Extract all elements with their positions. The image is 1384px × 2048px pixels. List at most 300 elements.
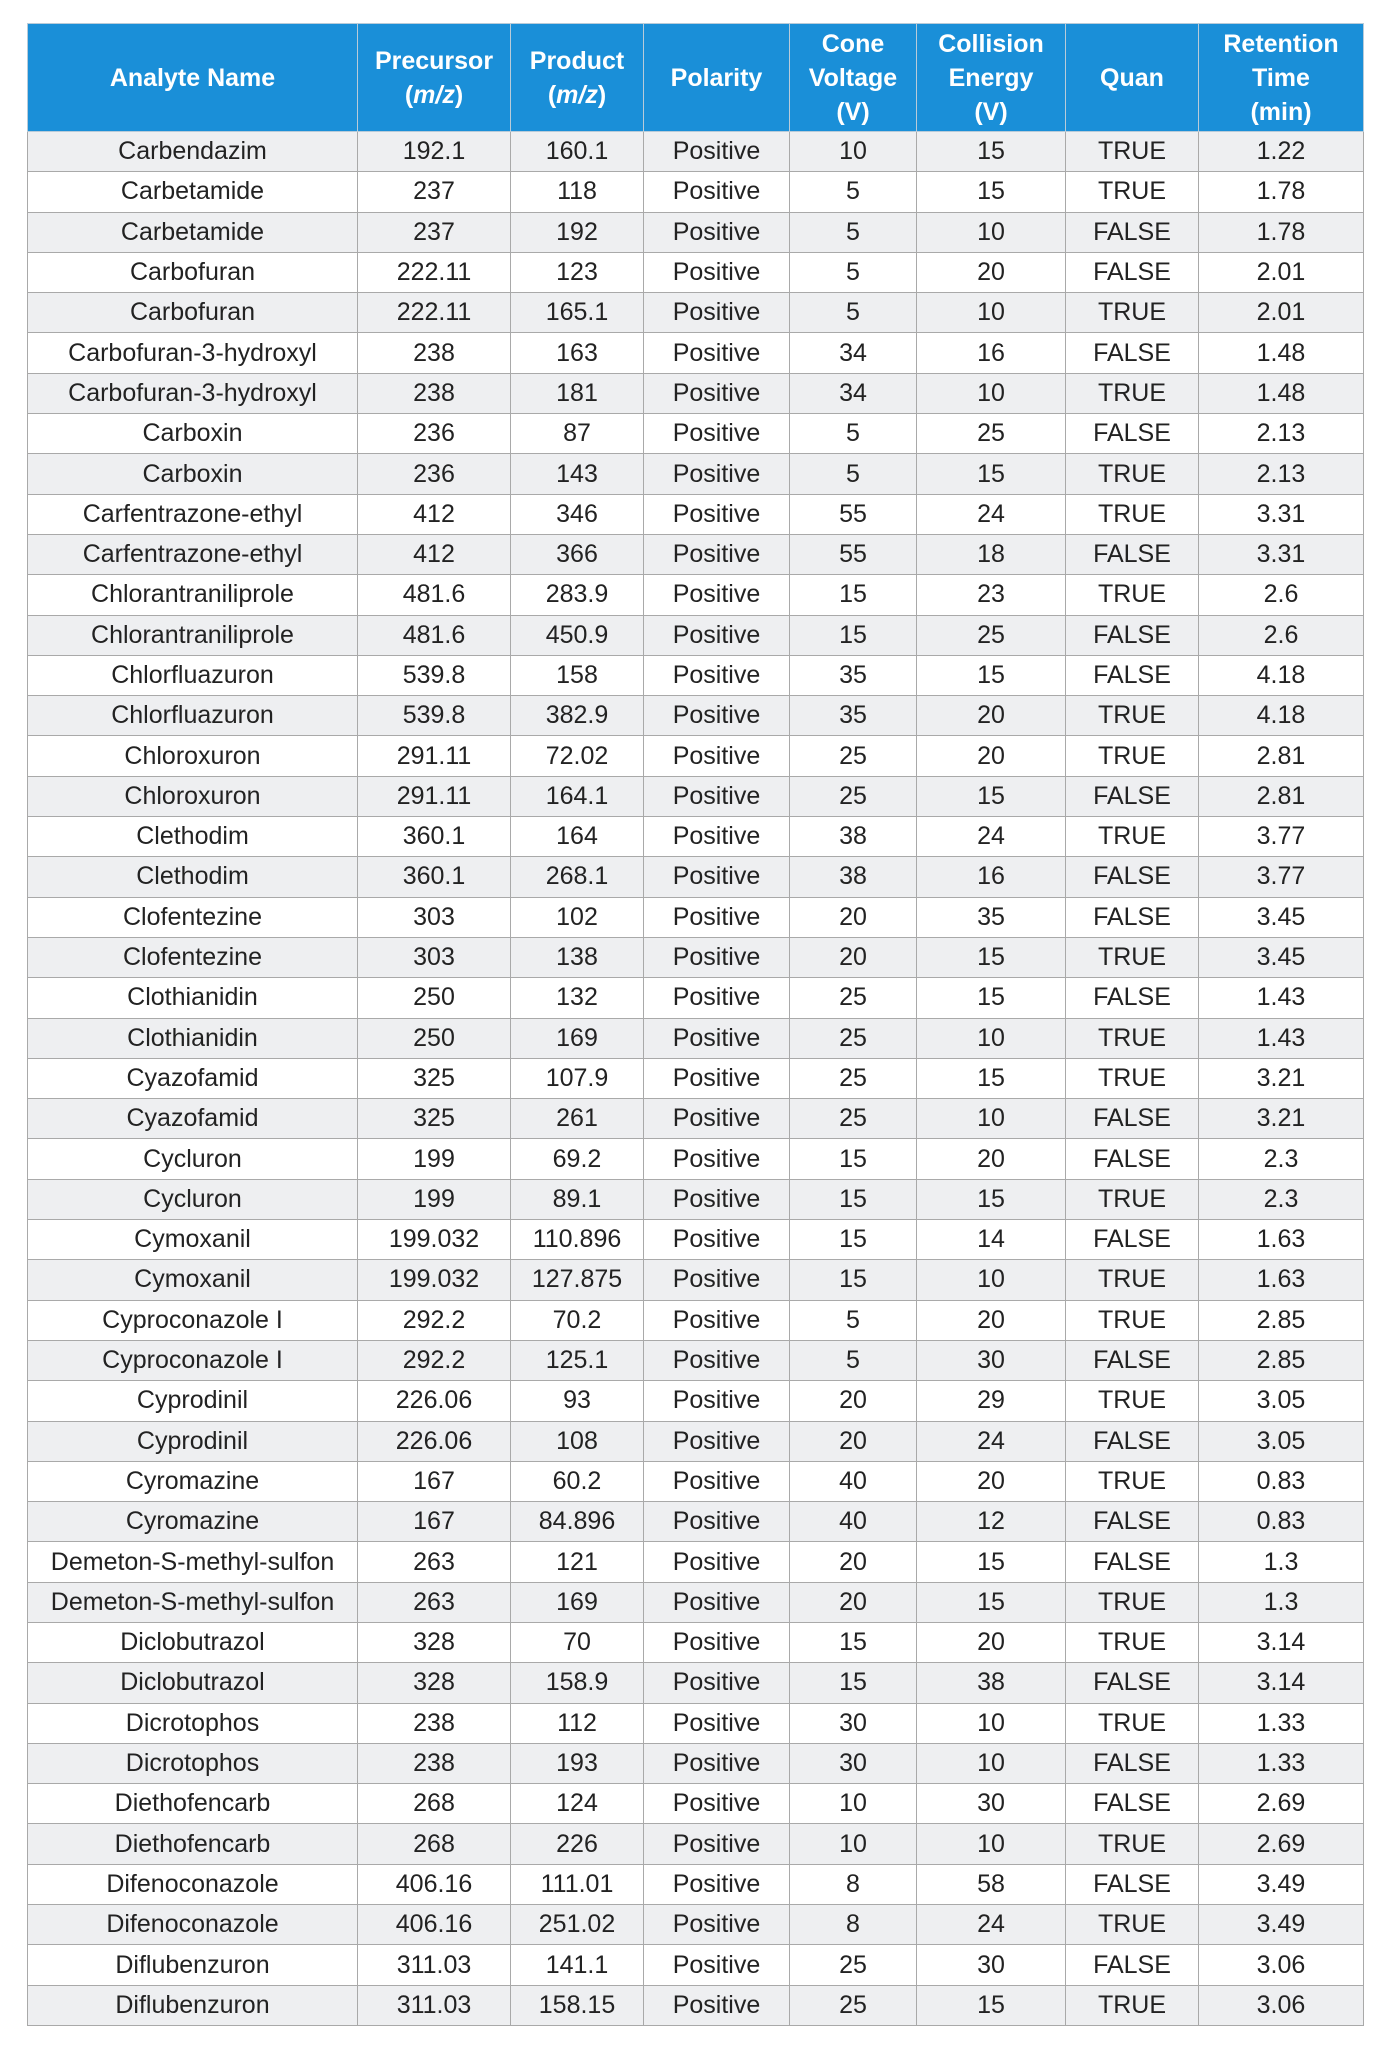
product-cell: 138 [511, 937, 644, 977]
retention-time-cell: 3.21 [1199, 1099, 1364, 1139]
collision-energy-cell: 15 [917, 454, 1066, 494]
collision-energy-cell: 24 [917, 817, 1066, 857]
polarity-cell: Positive [644, 575, 790, 615]
table-row [28, 132, 1364, 172]
product-cell: 251.02 [511, 1905, 644, 1945]
precursor-cell: 291.11 [358, 776, 511, 816]
cone-voltage-cell: 15 [790, 575, 917, 615]
polarity-cell: Positive [644, 937, 790, 977]
table-row [28, 1461, 1364, 1501]
analyte-name-cell: Dicrotophos [28, 1743, 358, 1783]
product-cell: 125.1 [511, 1340, 644, 1380]
precursor-cell: 167 [358, 1502, 511, 1542]
quan-cell: TRUE [1066, 1905, 1199, 1945]
table-row [28, 1905, 1364, 1945]
precursor-cell: 263 [358, 1542, 511, 1582]
retention-time-cell: 1.43 [1199, 978, 1364, 1018]
retention-time-cell: 3.21 [1199, 1058, 1364, 1098]
table-row [28, 333, 1364, 373]
product-unit-text: m/z [556, 80, 598, 109]
analyte-name-cell: Diclobutrazol [28, 1622, 358, 1662]
polarity-cell: Positive [644, 1663, 790, 1703]
precursor-cell: 238 [358, 1703, 511, 1743]
retention-time-cell: 0.83 [1199, 1461, 1364, 1501]
retention-time-cell: 2.69 [1199, 1824, 1364, 1864]
precursor-cell: 236 [358, 454, 511, 494]
analyte-name-cell: Cyazofamid [28, 1099, 358, 1139]
precursor-cell: 199.032 [358, 1260, 511, 1300]
quan-cell: FALSE [1066, 1139, 1199, 1179]
retention-time-cell: 3.14 [1199, 1622, 1364, 1662]
collision-energy-cell: 25 [917, 414, 1066, 454]
table-row [28, 1824, 1364, 1864]
cone-voltage-cell: 5 [790, 414, 917, 454]
table-row [28, 1260, 1364, 1300]
product-cell: 283.9 [511, 575, 644, 615]
retention-time-cell: 2.6 [1199, 615, 1364, 655]
precursor-cell: 328 [358, 1663, 511, 1703]
quan-cell: FALSE [1066, 1099, 1199, 1139]
polarity-cell: Positive [644, 1582, 790, 1622]
retention-time-cell: 4.18 [1199, 655, 1364, 695]
cone-voltage-cell: 8 [790, 1905, 917, 1945]
header-rt-unit: (min) [1250, 97, 1312, 126]
precursor-cell: 360.1 [358, 857, 511, 897]
retention-time-cell: 3.31 [1199, 494, 1364, 534]
quan-cell: FALSE [1066, 857, 1199, 897]
quan-cell: TRUE [1066, 132, 1199, 172]
table-row [28, 696, 1364, 736]
analyte-name-cell: Clofentezine [28, 937, 358, 977]
cone-voltage-cell: 34 [790, 373, 917, 413]
quan-cell: TRUE [1066, 494, 1199, 534]
mrm-parameters-table [27, 23, 1364, 2026]
polarity-cell: Positive [644, 132, 790, 172]
retention-time-cell: 2.3 [1199, 1179, 1364, 1219]
quan-cell: TRUE [1066, 373, 1199, 413]
quan-cell: FALSE [1066, 897, 1199, 937]
polarity-cell: Positive [644, 1058, 790, 1098]
product-cell: 366 [511, 534, 644, 574]
collision-energy-cell: 16 [917, 333, 1066, 373]
header-cone-line1: Cone [821, 29, 885, 58]
table-row [28, 414, 1364, 454]
quan-cell: TRUE [1066, 1985, 1199, 2025]
collision-energy-cell: 15 [917, 1582, 1066, 1622]
quan-cell: FALSE [1066, 1502, 1199, 1542]
retention-time-cell: 2.85 [1199, 1340, 1364, 1380]
quan-cell: TRUE [1066, 817, 1199, 857]
quan-cell: TRUE [1066, 1703, 1199, 1743]
polarity-cell: Positive [644, 1461, 790, 1501]
polarity-cell: Positive [644, 1139, 790, 1179]
product-cell: 72.02 [511, 736, 644, 776]
cone-voltage-cell: 10 [790, 1824, 917, 1864]
retention-time-cell: 2.13 [1199, 454, 1364, 494]
cone-voltage-cell: 25 [790, 1945, 917, 1985]
cone-voltage-cell: 5 [790, 454, 917, 494]
cone-voltage-cell: 15 [790, 615, 917, 655]
polarity-cell: Positive [644, 696, 790, 736]
precursor-cell: 325 [358, 1099, 511, 1139]
retention-time-cell: 3.05 [1199, 1381, 1364, 1421]
product-cell: 118 [511, 172, 644, 212]
collision-energy-cell: 24 [917, 494, 1066, 534]
retention-time-cell: 2.85 [1199, 1300, 1364, 1340]
cone-voltage-cell: 5 [790, 1340, 917, 1380]
collision-energy-cell: 10 [917, 1018, 1066, 1058]
retention-time-cell: 1.33 [1199, 1743, 1364, 1783]
collision-energy-cell: 20 [917, 1461, 1066, 1501]
table-row [28, 937, 1364, 977]
analyte-name-cell: Cyproconazole I [28, 1300, 358, 1340]
retention-time-cell: 1.3 [1199, 1542, 1364, 1582]
product-cell: 108 [511, 1421, 644, 1461]
collision-energy-cell: 20 [917, 696, 1066, 736]
collision-energy-cell: 15 [917, 1179, 1066, 1219]
precursor-cell: 412 [358, 494, 511, 534]
table-row [28, 1622, 1364, 1662]
cone-voltage-cell: 20 [790, 1542, 917, 1582]
cone-voltage-cell: 40 [790, 1502, 917, 1542]
table-row [28, 534, 1364, 574]
precursor-cell: 292.2 [358, 1300, 511, 1340]
cone-voltage-cell: 10 [790, 132, 917, 172]
precursor-cell: 311.03 [358, 1985, 511, 2025]
table-row [28, 1784, 1364, 1824]
collision-energy-cell: 10 [917, 1743, 1066, 1783]
precursor-cell: 238 [358, 333, 511, 373]
quan-cell: TRUE [1066, 1622, 1199, 1662]
table-row [28, 1945, 1364, 1985]
header-collision-energy [917, 24, 1066, 132]
analyte-name-cell: Clofentezine [28, 897, 358, 937]
analyte-name-cell: Demeton-S-methyl-sulfon [28, 1542, 358, 1582]
header-cone-line2: Voltage [808, 63, 898, 92]
table-header [28, 24, 1364, 132]
quan-cell: FALSE [1066, 1220, 1199, 1260]
product-cell: 143 [511, 454, 644, 494]
retention-time-cell: 2.81 [1199, 776, 1364, 816]
polarity-cell: Positive [644, 293, 790, 333]
cone-voltage-cell: 40 [790, 1461, 917, 1501]
quan-cell: TRUE [1066, 1018, 1199, 1058]
polarity-cell: Positive [644, 1743, 790, 1783]
product-cell: 111.01 [511, 1864, 644, 1904]
retention-time-cell: 3.06 [1199, 1945, 1364, 1985]
product-cell: 382.9 [511, 696, 644, 736]
header-product [511, 24, 644, 132]
polarity-cell: Positive [644, 655, 790, 695]
retention-time-cell: 1.78 [1199, 172, 1364, 212]
table-row [28, 1743, 1364, 1783]
analyte-name-cell: Chloroxuron [28, 776, 358, 816]
quan-cell: TRUE [1066, 575, 1199, 615]
table-row [28, 736, 1364, 776]
table-row [28, 1703, 1364, 1743]
precursor-cell: 199 [358, 1139, 511, 1179]
product-cell: 121 [511, 1542, 644, 1582]
collision-energy-cell: 10 [917, 1260, 1066, 1300]
product-cell: 60.2 [511, 1461, 644, 1501]
table-body [28, 132, 1364, 2026]
precursor-cell: 328 [358, 1622, 511, 1662]
cone-voltage-cell: 15 [790, 1220, 917, 1260]
analyte-name-cell: Carboxin [28, 414, 358, 454]
product-cell: 164 [511, 817, 644, 857]
header-rt-line2: Time [1252, 63, 1310, 92]
precursor-cell: 406.16 [358, 1864, 511, 1904]
cone-voltage-cell: 30 [790, 1743, 917, 1783]
collision-energy-cell: 16 [917, 857, 1066, 897]
collision-energy-cell: 14 [917, 1220, 1066, 1260]
quan-cell: TRUE [1066, 1824, 1199, 1864]
quan-cell: TRUE [1066, 937, 1199, 977]
analyte-name-cell: Carbofuran [28, 252, 358, 292]
polarity-cell: Positive [644, 1905, 790, 1945]
analyte-name-cell: Dicrotophos [28, 1703, 358, 1743]
cone-voltage-cell: 25 [790, 1058, 917, 1098]
retention-time-cell: 1.63 [1199, 1260, 1364, 1300]
analyte-name-cell: Cycluron [28, 1179, 358, 1219]
quan-cell: FALSE [1066, 1542, 1199, 1582]
product-cell: 93 [511, 1381, 644, 1421]
precursor-cell: 263 [358, 1582, 511, 1622]
retention-time-cell: 1.48 [1199, 333, 1364, 373]
precursor-cell: 406.16 [358, 1905, 511, 1945]
precursor-cell: 222.11 [358, 293, 511, 333]
analyte-name-cell: Carbofuran [28, 293, 358, 333]
retention-time-cell: 2.3 [1199, 1139, 1364, 1179]
table-row [28, 857, 1364, 897]
retention-time-cell: 3.77 [1199, 857, 1364, 897]
product-cell: 110.896 [511, 1220, 644, 1260]
product-cell: 192 [511, 212, 644, 252]
analyte-name-cell: Carboxin [28, 454, 358, 494]
cone-voltage-cell: 30 [790, 1703, 917, 1743]
table-row [28, 172, 1364, 212]
retention-time-cell: 3.77 [1199, 817, 1364, 857]
polarity-cell: Positive [644, 1945, 790, 1985]
quan-cell: FALSE [1066, 1864, 1199, 1904]
quan-cell: TRUE [1066, 172, 1199, 212]
analyte-name-cell: Carbofuran-3-hydroxyl [28, 373, 358, 413]
polarity-cell: Positive [644, 373, 790, 413]
cone-voltage-cell: 15 [790, 1260, 917, 1300]
collision-energy-cell: 15 [917, 172, 1066, 212]
cone-voltage-cell: 5 [790, 172, 917, 212]
collision-energy-cell: 30 [917, 1784, 1066, 1824]
cone-voltage-cell: 15 [790, 1179, 917, 1219]
product-cell: 181 [511, 373, 644, 413]
precursor-cell: 325 [358, 1058, 511, 1098]
analyte-name-cell: Carfentrazone-ethyl [28, 534, 358, 574]
polarity-cell: Positive [644, 172, 790, 212]
table-row [28, 1502, 1364, 1542]
product-cell: 169 [511, 1018, 644, 1058]
precursor-cell: 539.8 [358, 696, 511, 736]
polarity-cell: Positive [644, 212, 790, 252]
table-row [28, 1381, 1364, 1421]
precursor-cell: 481.6 [358, 615, 511, 655]
retention-time-cell: 3.49 [1199, 1905, 1364, 1945]
cone-voltage-cell: 38 [790, 857, 917, 897]
cone-voltage-cell: 20 [790, 937, 917, 977]
header-cone-voltage [790, 24, 917, 132]
collision-energy-cell: 12 [917, 1502, 1066, 1542]
table-row [28, 1864, 1364, 1904]
quan-cell: FALSE [1066, 333, 1199, 373]
retention-time-cell: 1.43 [1199, 1018, 1364, 1058]
precursor-cell: 268 [358, 1784, 511, 1824]
retention-time-cell: 2.81 [1199, 736, 1364, 776]
analyte-name-cell: Cyazofamid [28, 1058, 358, 1098]
analyte-name-cell: Diethofencarb [28, 1784, 358, 1824]
analyte-name-cell: Clethodim [28, 857, 358, 897]
collision-energy-cell: 10 [917, 1099, 1066, 1139]
table-row [28, 1985, 1364, 2025]
cone-voltage-cell: 15 [790, 1622, 917, 1662]
retention-time-cell: 3.06 [1199, 1985, 1364, 2025]
header-precursor [358, 24, 511, 132]
cone-voltage-cell: 34 [790, 333, 917, 373]
analyte-name-cell: Carbetamide [28, 172, 358, 212]
product-cell: 141.1 [511, 1945, 644, 1985]
precursor-cell: 303 [358, 937, 511, 977]
polarity-cell: Positive [644, 736, 790, 776]
collision-energy-cell: 10 [917, 1824, 1066, 1864]
retention-time-cell: 1.22 [1199, 132, 1364, 172]
analyte-name-cell: Difenoconazole [28, 1905, 358, 1945]
quan-cell: FALSE [1066, 1945, 1199, 1985]
product-cell: 158 [511, 655, 644, 695]
polarity-cell: Positive [644, 1381, 790, 1421]
precursor-cell: 412 [358, 534, 511, 574]
header-precursor-unit: (m/z) [404, 80, 464, 109]
analyte-name-cell: Clethodim [28, 817, 358, 857]
cone-voltage-cell: 25 [790, 1985, 917, 2025]
precursor-cell: 226.06 [358, 1421, 511, 1461]
quan-cell: FALSE [1066, 1663, 1199, 1703]
collision-energy-cell: 10 [917, 293, 1066, 333]
collision-energy-cell: 15 [917, 1058, 1066, 1098]
precursor-cell: 237 [358, 172, 511, 212]
retention-time-cell: 3.31 [1199, 534, 1364, 574]
collision-energy-cell: 20 [917, 1622, 1066, 1662]
analyte-name-cell: Cymoxanil [28, 1260, 358, 1300]
retention-time-cell: 2.69 [1199, 1784, 1364, 1824]
cone-voltage-cell: 25 [790, 776, 917, 816]
analyte-name-cell: Chlorfluazuron [28, 696, 358, 736]
collision-energy-cell: 15 [917, 937, 1066, 977]
polarity-cell: Positive [644, 454, 790, 494]
analyte-name-cell: Chlorfluazuron [28, 655, 358, 695]
collision-energy-cell: 15 [917, 1985, 1066, 2025]
collision-energy-cell: 25 [917, 615, 1066, 655]
cone-voltage-cell: 55 [790, 534, 917, 574]
product-cell: 127.875 [511, 1260, 644, 1300]
table-row [28, 1099, 1364, 1139]
product-cell: 87 [511, 414, 644, 454]
analyte-name-cell: Cycluron [28, 1139, 358, 1179]
quan-cell: TRUE [1066, 696, 1199, 736]
product-cell: 89.1 [511, 1179, 644, 1219]
table-row [28, 655, 1364, 695]
header-polarity [644, 24, 790, 132]
product-cell: 164.1 [511, 776, 644, 816]
table-row [28, 212, 1364, 252]
quan-cell: TRUE [1066, 1381, 1199, 1421]
product-cell: 169 [511, 1582, 644, 1622]
collision-energy-cell: 15 [917, 978, 1066, 1018]
collision-energy-cell: 15 [917, 132, 1066, 172]
precursor-unit-text: m/z [413, 80, 455, 109]
table-row [28, 897, 1364, 937]
quan-cell: FALSE [1066, 1340, 1199, 1380]
polarity-cell: Positive [644, 857, 790, 897]
product-cell: 160.1 [511, 132, 644, 172]
cone-voltage-cell: 35 [790, 696, 917, 736]
header-polarity-label: Polarity [670, 63, 763, 92]
table-row [28, 615, 1364, 655]
precursor-cell: 292.2 [358, 1340, 511, 1380]
table-row [28, 454, 1364, 494]
analyte-name-cell: Cyromazine [28, 1461, 358, 1501]
retention-time-cell: 2.6 [1199, 575, 1364, 615]
polarity-cell: Positive [644, 1502, 790, 1542]
precursor-cell: 360.1 [358, 817, 511, 857]
polarity-cell: Positive [644, 1703, 790, 1743]
polarity-cell: Positive [644, 1260, 790, 1300]
retention-time-cell: 3.49 [1199, 1864, 1364, 1904]
collision-energy-cell: 29 [917, 1381, 1066, 1421]
header-quan [1066, 24, 1199, 132]
analyte-name-cell: Demeton-S-methyl-sulfon [28, 1582, 358, 1622]
product-cell: 102 [511, 897, 644, 937]
table-row [28, 1179, 1364, 1219]
quan-cell: TRUE [1066, 1461, 1199, 1501]
retention-time-cell: 2.01 [1199, 293, 1364, 333]
analyte-name-cell: Carfentrazone-ethyl [28, 494, 358, 534]
header-cone-unit: (V) [836, 97, 870, 126]
analyte-name-cell: Chlorantraniliprole [28, 615, 358, 655]
polarity-cell: Positive [644, 1018, 790, 1058]
quan-cell: TRUE [1066, 293, 1199, 333]
collision-energy-cell: 18 [917, 534, 1066, 574]
precursor-cell: 238 [358, 1743, 511, 1783]
cone-voltage-cell: 10 [790, 1784, 917, 1824]
product-cell: 346 [511, 494, 644, 534]
table-row [28, 293, 1364, 333]
retention-time-cell: 4.18 [1199, 696, 1364, 736]
analyte-name-cell: Difenoconazole [28, 1864, 358, 1904]
quan-cell: FALSE [1066, 615, 1199, 655]
analyte-name-cell: Clothianidin [28, 1018, 358, 1058]
polarity-cell: Positive [644, 414, 790, 454]
table-row [28, 373, 1364, 413]
polarity-cell: Positive [644, 1421, 790, 1461]
header-row [28, 24, 1364, 132]
collision-energy-cell: 10 [917, 1703, 1066, 1743]
table-row [28, 1300, 1364, 1340]
polarity-cell: Positive [644, 252, 790, 292]
table-row [28, 1220, 1364, 1260]
analyte-name-cell: Cyproconazole I [28, 1340, 358, 1380]
product-cell: 70.2 [511, 1300, 644, 1340]
cone-voltage-cell: 5 [790, 252, 917, 292]
product-cell: 124 [511, 1784, 644, 1824]
analyte-name-cell: Cymoxanil [28, 1220, 358, 1260]
